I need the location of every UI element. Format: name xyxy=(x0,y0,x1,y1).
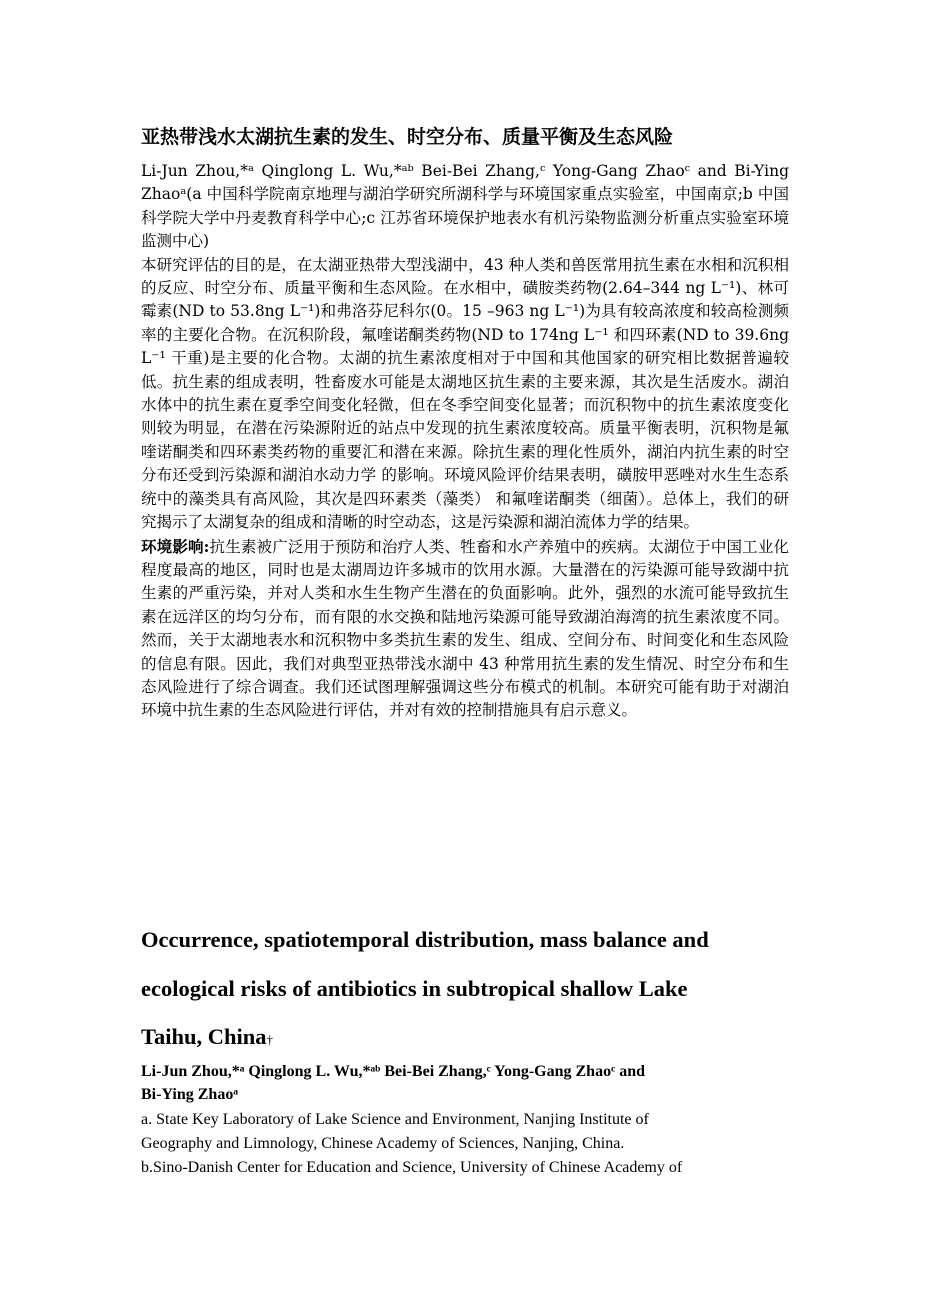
environmental-impact-label: 环境影响: xyxy=(141,536,210,556)
chinese-section xyxy=(141,160,789,723)
affiliation-a-line-1: a. State Key Laboratory of Lake Science and Environment, Nanjing Institute of xyxy=(141,1111,649,1128)
english-authors-line-2: Bi-Ying Zhaoᵃ xyxy=(141,1086,238,1103)
english-title-line-1: Occurrence, spatiotemporal distribution, mass balance and xyxy=(141,927,709,952)
chinese-abstract: 本研究评估的目的是，在太湖亚热带大型浅湖中，43 种人类和兽医常用抗生素在水相和沉积相的反应、时空分布、质量平衡和生态风险。在水相中，磺胺类药物(2.64–344 ng L⁻¹)、林可霉素(ND to 53.8ng L⁻¹)和弗洛芬尼科尔(0。15 –963 ng L⁻¹)为具有较高浓度和较高检测频率的主要化合物。在沉积阶段，氟喹诺酮类药物(ND to 174ng L⁻¹ 和四环素(ND to 39.6ng L⁻¹ 干重)是主要的化合物。太湖的抗生素浓度相对于中国和其他国家的研究相比数据普遍较低。抗生素的组成表明，牲畜废水可能是太湖地区抗生素的主要来源，其次是生活废水。湖泊水体中的抗生素在夏季空间变化轻微，但在冬季空间变化显著；而沉积物中的抗生素浓度变化则较为明显，在潜在污染源附近的站点中发现的抗生素浓度较高。质量平衡表明，沉积物是氟喹诺酮类和四环素类药物的重要汇和潜在来源。除抗生素的理化性质外，湖泊内抗生素的时空分布还受到污染源和湖泊水动力学 的影响。环境风险评价结果表明，磺胺甲恶唑对水生生态系统中的藻类具有高风险，其次是四环素类（藻类） 和氟喹诺酮类（细菌）。总体上，我们的研究揭示了太湖复杂的组成和清晰的时空动态，这是污染源和湖泊流体力学的结果。 xyxy=(141,255,789,532)
chinese-title: 亚热带浅水太湖抗生素的发生、时空分布、质量平衡及生态风险 xyxy=(141,126,674,148)
english-affiliations xyxy=(141,1108,789,1180)
affiliation-b-line-1: b.Sino-Danish Center for Education and Science, University of Chinese Academy of xyxy=(141,1159,683,1176)
english-title-line-3 xyxy=(141,1013,789,1065)
environmental-impact xyxy=(141,535,789,723)
dagger-footnote-mark: † xyxy=(266,1032,273,1047)
english-title xyxy=(141,916,789,1065)
environmental-impact-text: 抗生素被广泛用于预防和治疗人类、牲畜和水产养殖中的疾病。太湖位于中国工业化程度最高的地区，同时也是太湖周边许多城市的饮用水源。大量潜在的污染源可能导致湖中抗生素的严重污染，并对人类和水生生物产生潜在的负面影响。此外，强烈的水流可能导致抗生素在远洋区的均匀分布，而有限的水交换和陆地污染源可能导致湖泊海湾的抗生素浓度不同。然而，关于太湖地表水和沉积物中多类抗生素的发生、组成、空间分布、时间变化和生态风险的信息有限。因此，我们对典型亚热带浅水湖中 43 种常用抗生素的发生情况、时空分布和生态风险进行了综合调查。我们还试图理解强调这些分布模式的机制。本研究可能有助于对湖泊环境中抗生素的生态风险进行评估，并对有效的控制措施具有启示意义。 xyxy=(141,537,789,720)
english-authors xyxy=(141,1060,789,1106)
english-authors-line-1: Li-Jun Zhou,*ᵃ Qinglong L. Wu,*ᵃᵇ Bei-Bei Zhang,ᶜ Yong-Gang Zhaoᶜ and xyxy=(141,1063,646,1080)
english-title-line-2: ecological risks of antibiotics in subtropical shallow Lake xyxy=(141,975,688,1001)
affiliation-a-line-2: Geography and Limnology, Chinese Academy of Sciences, Nanjing, China. xyxy=(141,1135,625,1152)
english-title-line-3-text: Taihu, China xyxy=(141,1024,267,1049)
chinese-authors-affiliations: Li-Jun Zhou,*ᵃ Qinglong L. Wu,*ᵃᵇ Bei-Bei Zhang,ᶜ Yong-Gang Zhaoᶜ and Bi-Ying Zhaoᵃ(a 中国科学院南京地理与湖泊学研究所湖科学与环境国家重点实验室，中国南京;b 中国科学院大学中丹麦教育科学中心;c 江苏省环境保护地表水有机污染物监测分析重点实验室环境监测中心) xyxy=(141,162,789,251)
